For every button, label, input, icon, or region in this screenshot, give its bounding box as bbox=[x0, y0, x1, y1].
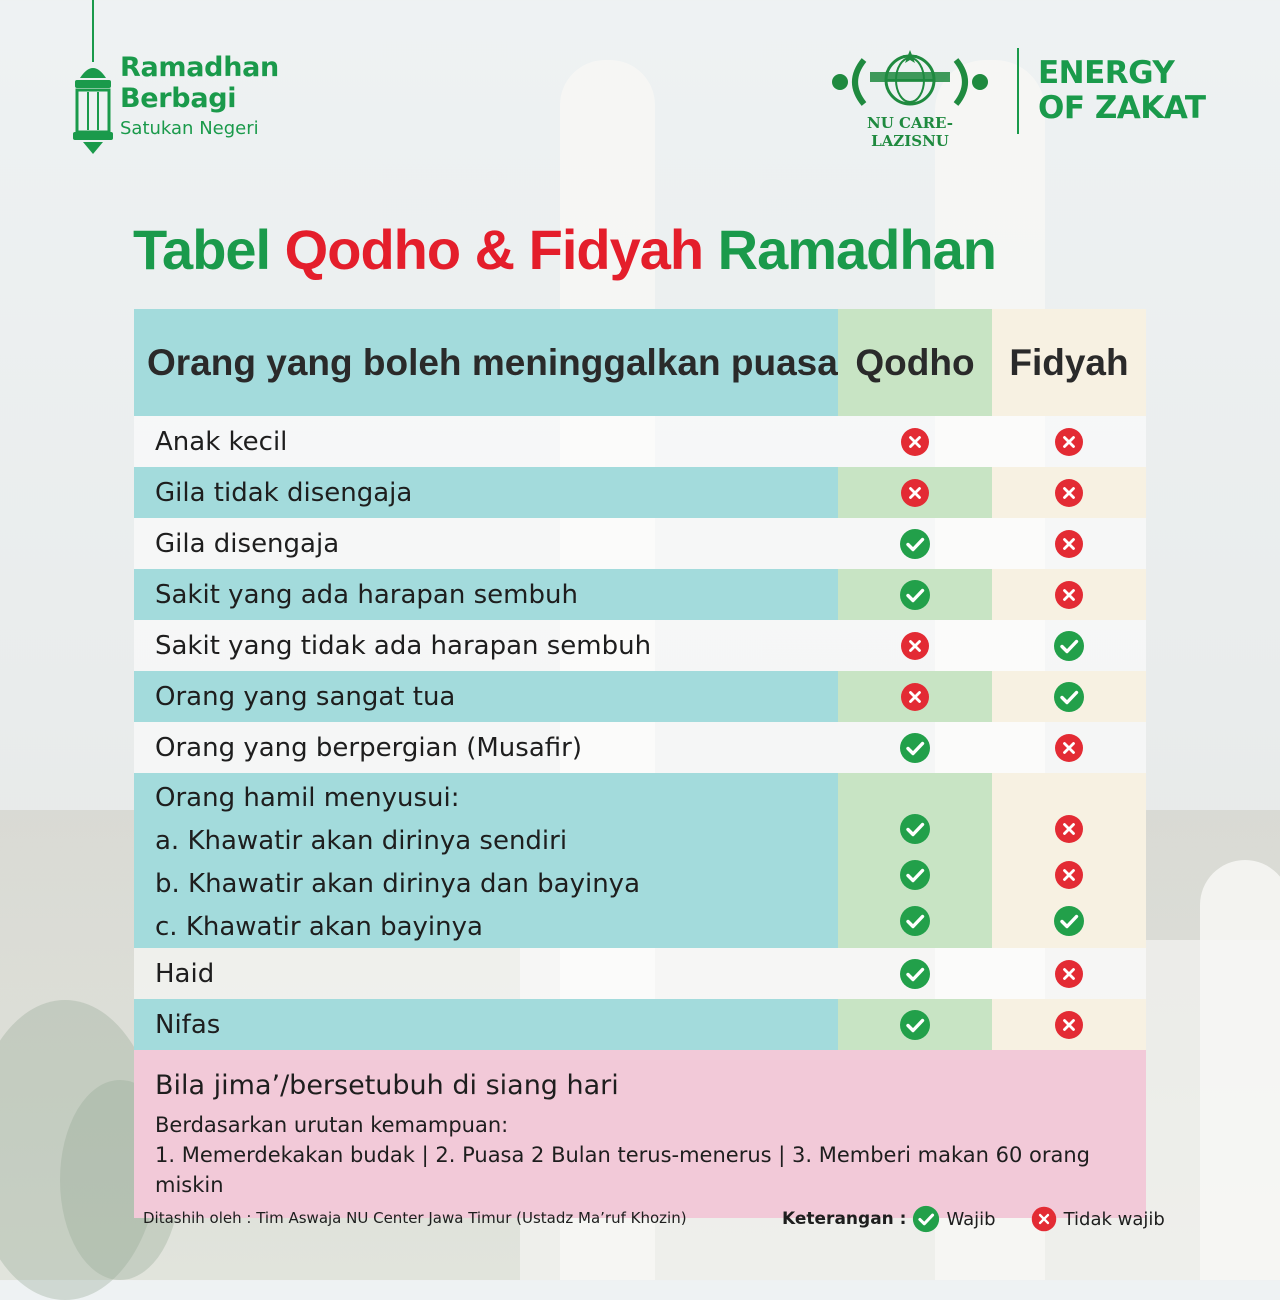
x-circle-icon bbox=[899, 426, 931, 458]
check-circle-icon bbox=[899, 958, 931, 990]
table-row bbox=[134, 948, 1146, 999]
check-circle-icon bbox=[899, 905, 931, 937]
qodho-cell bbox=[838, 948, 992, 999]
x-circle-icon bbox=[1053, 958, 1085, 990]
table-row bbox=[134, 671, 1146, 722]
lantern-icon bbox=[68, 0, 118, 160]
header-label: Orang yang boleh meninggalkan puasa bbox=[134, 309, 838, 416]
note-options: 1. Memerdekakan budak | 2. Puasa 2 Bulan terus-menerus | 3. Memberi makan 60 orang miskin bbox=[155, 1143, 1090, 1197]
x-circle-icon bbox=[1053, 426, 1085, 458]
group-label: Orang hamil menyusui: bbox=[155, 783, 460, 813]
header-fidyah: Fidyah bbox=[992, 309, 1146, 416]
check-circle-icon bbox=[899, 579, 931, 611]
group-item-label: a. Khawatir akan dirinya sendiri bbox=[155, 826, 568, 856]
check-circle-icon bbox=[912, 1205, 940, 1233]
nu-care-logo-icon bbox=[830, 48, 990, 108]
table-row bbox=[134, 416, 1146, 467]
qodho-cell bbox=[838, 467, 992, 518]
fidyah-cell bbox=[992, 671, 1146, 722]
header-qodho: Qodho bbox=[838, 309, 992, 416]
row-label: Haid bbox=[134, 948, 838, 999]
x-circle-icon bbox=[899, 630, 931, 662]
page-title: Tabel Qodho & Fidyah Ramadhan bbox=[133, 218, 996, 281]
group-cell bbox=[134, 773, 838, 948]
check-circle-icon bbox=[899, 859, 931, 891]
table-header-row bbox=[134, 309, 1146, 416]
fidyah-cell bbox=[992, 416, 1146, 467]
nu-care-label: NU CARE-LAZISNU bbox=[867, 114, 953, 150]
fidyah-cell bbox=[992, 518, 1146, 569]
group-fidyah-cell bbox=[992, 773, 1146, 948]
x-circle-icon bbox=[1053, 813, 1085, 845]
check-circle-icon bbox=[1053, 905, 1085, 937]
jima-note bbox=[134, 1050, 1146, 1218]
legend-no-label: Tidak wajib bbox=[1063, 1208, 1165, 1230]
group-item-label: c. Khawatir akan bayinya bbox=[155, 912, 483, 942]
legend-title: Keterangan : bbox=[782, 1209, 907, 1229]
x-circle-icon bbox=[1053, 528, 1085, 560]
qodho-cell bbox=[838, 416, 992, 467]
footer-credit: Ditashih oleh : Tim Aswaja NU Center Jawa Timur (Ustadz Ma’ruf Khozin) bbox=[143, 1209, 687, 1227]
qodho-cell bbox=[838, 569, 992, 620]
row-label: Sakit yang ada harapan sembuh bbox=[134, 569, 838, 620]
row-label: Orang yang sangat tua bbox=[134, 671, 838, 722]
x-circle-icon bbox=[899, 681, 931, 713]
table-row bbox=[134, 722, 1146, 773]
note-main: Bila jima’/bersetubuh di siang hari bbox=[155, 1070, 619, 1101]
check-circle-icon bbox=[1053, 630, 1085, 662]
brand-ramadhan-berbagi bbox=[62, 0, 322, 160]
table-row bbox=[134, 620, 1146, 671]
row-label: Orang yang berpergian (Musafir) bbox=[134, 722, 838, 773]
row-label: Nifas bbox=[134, 999, 838, 1050]
x-circle-icon bbox=[1053, 1009, 1085, 1041]
table-row bbox=[134, 999, 1146, 1050]
legend-yes-label: Wajib bbox=[946, 1208, 996, 1230]
x-circle-icon bbox=[1053, 579, 1085, 611]
fidyah-cell bbox=[992, 569, 1146, 620]
x-circle-icon bbox=[1053, 859, 1085, 891]
table-row bbox=[134, 569, 1146, 620]
energy-of-zakat-logo: ENERGY OF ZAKAT bbox=[1038, 55, 1206, 126]
x-circle-icon bbox=[1030, 1205, 1058, 1233]
brand-title: Ramadhan Berbagi bbox=[120, 52, 279, 114]
row-label: Anak kecil bbox=[134, 416, 838, 467]
x-circle-icon bbox=[1053, 732, 1085, 764]
group-item-label: b. Khawatir akan dirinya dan bayinya bbox=[155, 869, 640, 899]
check-circle-icon bbox=[899, 813, 931, 845]
check-circle-icon bbox=[899, 732, 931, 764]
row-label: Gila tidak disengaja bbox=[134, 467, 838, 518]
legend bbox=[782, 1205, 1165, 1233]
brand-nu-care bbox=[830, 40, 1230, 150]
fidyah-cell bbox=[992, 999, 1146, 1050]
table-row bbox=[134, 518, 1146, 569]
qodho-cell bbox=[838, 620, 992, 671]
qodho-fidyah-table bbox=[134, 309, 1146, 1218]
check-circle-icon bbox=[899, 1009, 931, 1041]
check-circle-icon bbox=[1053, 681, 1085, 713]
qodho-cell bbox=[838, 518, 992, 569]
brand-divider bbox=[1017, 48, 1019, 134]
fidyah-cell bbox=[992, 467, 1146, 518]
row-label: Sakit yang tidak ada harapan sembuh bbox=[134, 620, 838, 671]
note-sub: Berdasarkan urutan kemampuan: bbox=[155, 1113, 509, 1137]
x-circle-icon bbox=[1053, 477, 1085, 509]
table-row bbox=[134, 467, 1146, 518]
table-row-group bbox=[134, 773, 1146, 948]
fidyah-cell bbox=[992, 620, 1146, 671]
check-circle-icon bbox=[899, 528, 931, 560]
brand-subtitle: Satukan Negeri bbox=[120, 118, 259, 139]
x-circle-icon bbox=[899, 477, 931, 509]
group-qodho-cell bbox=[838, 773, 992, 948]
fidyah-cell bbox=[992, 722, 1146, 773]
fidyah-cell bbox=[992, 948, 1146, 999]
qodho-cell bbox=[838, 671, 992, 722]
row-label: Gila disengaja bbox=[134, 518, 838, 569]
qodho-cell bbox=[838, 999, 992, 1050]
qodho-cell bbox=[838, 722, 992, 773]
